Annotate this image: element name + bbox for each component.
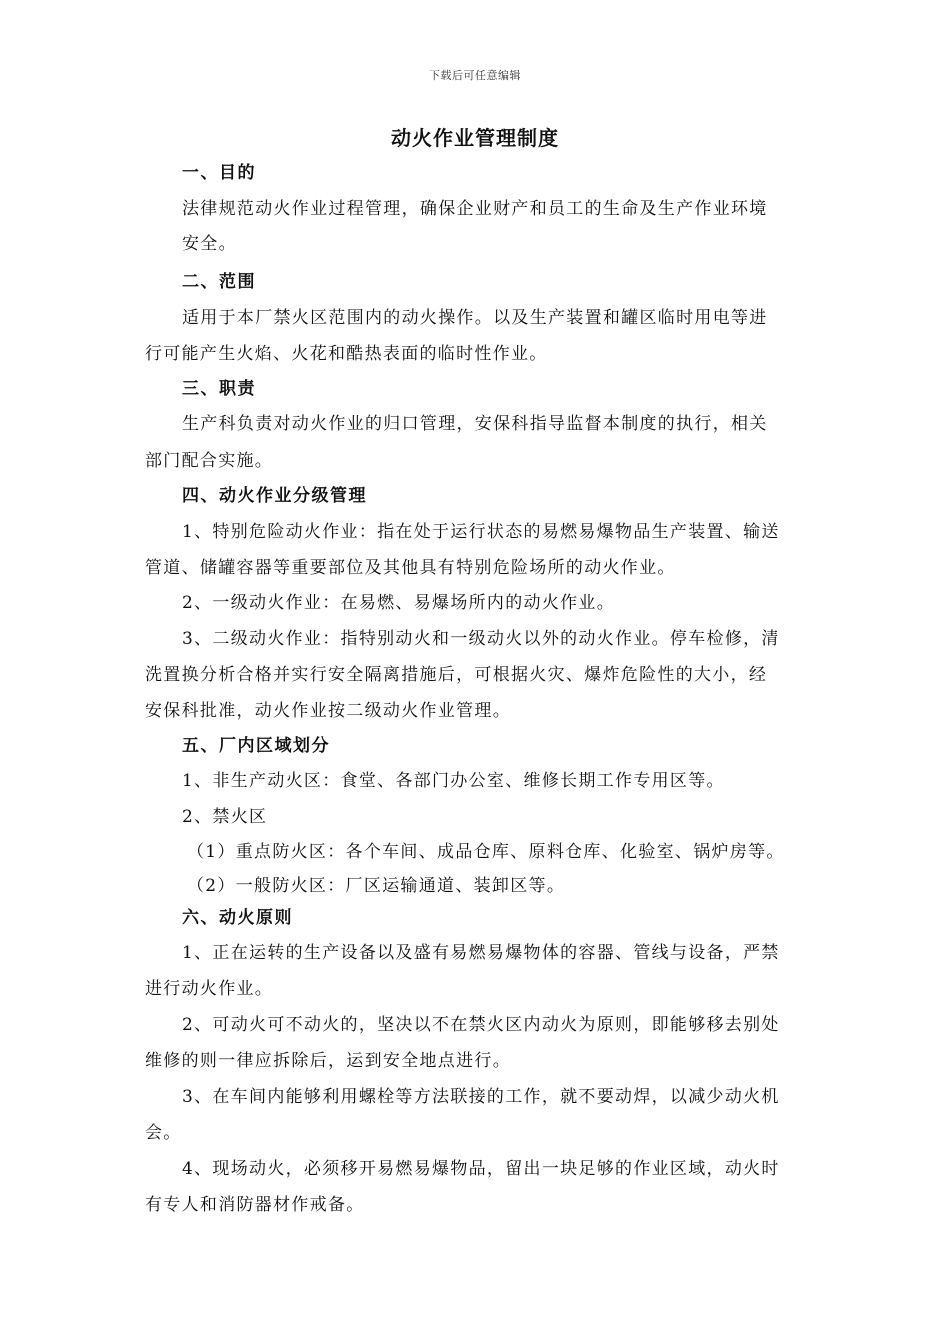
section-heading-zoning: 五、厂内区域划分 (182, 736, 330, 756)
paragraph-line: 会。 (145, 1123, 182, 1143)
paragraph-line: 1、正在运转的生产设备以及盛有易燃易爆物体的容器、管线与设备，严禁 (182, 943, 780, 963)
paragraph-line: 管道、储罐容器等重要部位及其他具有特别危险场所的动火作业。 (145, 558, 676, 578)
section-heading-principles: 六、动火原则 (182, 908, 293, 928)
paragraph-line: 生产科负责对动火作业的归口管理，安保科指导监督本制度的执行，相关 (182, 414, 768, 434)
section-heading-purpose: 一、目的 (182, 163, 256, 183)
paragraph-line: 法律规范动火作业过程管理，确保企业财产和员工的生命及生产作业环境 (182, 199, 768, 219)
paragraph-line: 洗置换分析合格并实行安全隔离措施后，可根据火灾、爆炸危险性的大小，经 (145, 665, 768, 685)
paragraph-line: 4、现场动火，必须移开易燃易爆物品，留出一块足够的作业区域，动火时 (182, 1159, 780, 1179)
paragraph-line: 3、二级动火作业：指特别动火和一级动火以外的动火作业。停车检修，清 (182, 629, 780, 649)
paragraph-line: 2、可动火可不动火的，坚决以不在禁火区内动火为原则，即能够移去别处 (182, 1015, 780, 1035)
paragraph-line: 适用于本厂禁火区范围内的动火操作。以及生产装置和罐区临时用电等进 (182, 308, 768, 328)
paragraph-line: 安保科批准，动火作业按二级动火作业管理。 (145, 701, 511, 721)
paragraph-line: 3、在车间内能够利用螺栓等方法联接的工作，就不要动焊，以减少动火机 (182, 1087, 780, 1107)
paragraph-line: 2、一级动火作业：在易燃、易爆场所内的动火作业。 (182, 593, 616, 613)
section-heading-grading: 四、动火作业分级管理 (182, 486, 367, 506)
paragraph-line: 部门配合实施。 (145, 451, 274, 471)
document-title: 动火作业管理制度 (391, 126, 559, 150)
paragraph-line: 有专人和消防器材作戒备。 (145, 1195, 365, 1215)
paragraph-line: 1、特别危险动火作业：指在处于运行状态的易燃易爆物品生产装置、输送 (182, 522, 780, 542)
paragraph-line: 维修的则一律应拆除后，运到安全地点进行。 (145, 1051, 511, 1071)
header-note: 下载后可任意编辑 (429, 69, 521, 82)
paragraph-line: （2）一般防火区：厂区运输通道、装卸区等。 (187, 876, 566, 896)
paragraph-line: 行可能产生火焰、火花和酷热表面的临时性作业。 (145, 344, 548, 364)
paragraph-line: 进行动火作业。 (145, 979, 274, 999)
paragraph-line: 安全。 (182, 234, 237, 254)
paragraph-line: （1）重点防火区：各个车间、成品仓库、原料仓库、化验室、锅炉房等。 (187, 842, 785, 862)
section-heading-responsibility: 三、职责 (182, 379, 256, 399)
section-heading-scope: 二、范围 (182, 272, 256, 292)
paragraph-line: 2、禁火区 (182, 807, 268, 827)
paragraph-line: 1、非生产动火区：食堂、各部门办公室、维修长期工作专用区等。 (182, 771, 725, 791)
